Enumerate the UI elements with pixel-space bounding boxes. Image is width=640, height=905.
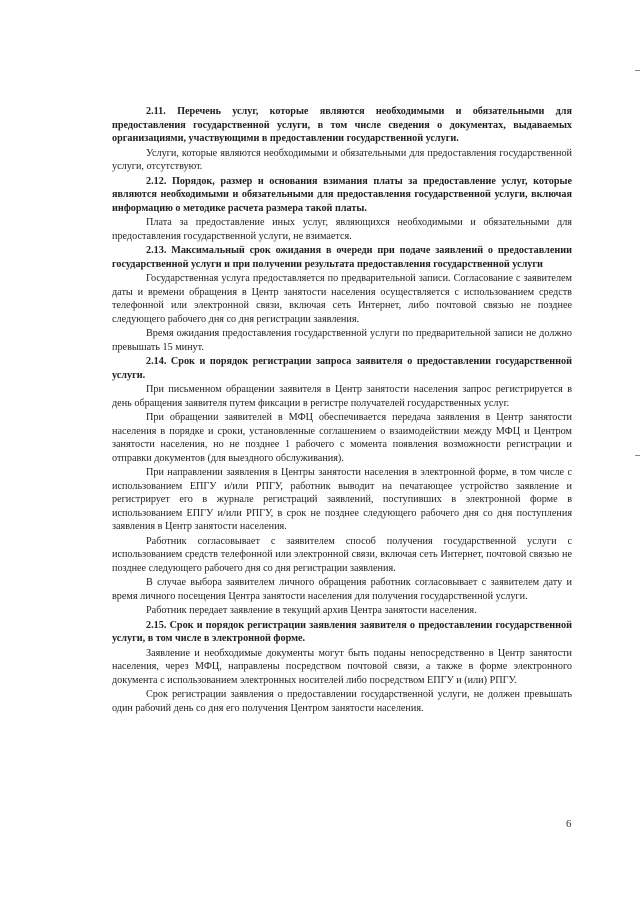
paragraph: Время ожидания предоставления государственной услуги по предварительной записи не должно превышать 15 минут. xyxy=(112,328,572,353)
page-number: 6 xyxy=(566,818,572,830)
section-heading: 2.13. Максимальный срок ожидания в очереди при подаче заявлений о предоставлении государственной услуги и при получении результата предоставления государственной услуги xyxy=(112,245,572,270)
paragraph: Заявление и необходимые документы могут быть поданы непосредственно в Центр занятости населения, через МФЦ, направлены посредством почтовой связи, а также в форме электронного документа с использованием электронных носителей либо посредством ЕПГУ и (или) РПГУ. xyxy=(112,647,572,686)
paragraph: Государственная услуга предоставляется по предварительной записи. Согласование с заявителем даты и времени обращения в Центр занятости населения осуществляется с использованием средств телефонной или электронной связи, включая сеть Интернет, либо почтовой связью не позднее следующего рабочего дня со дня регистрации заявления. xyxy=(112,273,572,325)
section-heading: 2.12. Порядок, размер и основания взимания платы за предоставление услуг, которые являются необходимыми и обязательными для предоставления государственной услуги, включая информацию о методике расчета размера такой платы. xyxy=(112,175,572,214)
paragraph: При письменном обращении заявителя в Центр занятости населения запрос регистрируется в день обращения заявителя путем фиксации в регистре получателей государственных услуг. xyxy=(112,384,572,409)
scan-edge-mark xyxy=(635,70,640,71)
paragraph: При обращении заявителей в МФЦ обеспечивается передача заявления в Центр занятости населения в порядке и сроки, установленные соглашением о взаимодействии между МФЦ и Центром занятости населения, но не позднее 1 рабочего с момента появления возможности регистрации и отправки документов (для выездного обслуживания). xyxy=(112,412,572,464)
section-heading: 2.11. Перечень услуг, которые являются необходимыми и обязательными для предоставления государственной услуги, в том числе сведения о документах, выдаваемых организациями, участвующими в предоставлении государственной услуги. xyxy=(112,106,572,144)
paragraph: При направлении заявления в Центры занятости населения в электронной форме, в том числе с использованием ЕПГУ и/или РПГУ, работник выводит на печатающее устройство заявление и регистрирует его в журнале регистраций заявлений, поступивших в электронной форме в использованием ЕПГУ и/или РПГУ, в срок не позднее следующего рабочего дня со дня поступления заявления в Центр занятости населения. xyxy=(112,467,572,532)
paragraph: Плата за предоставление иных услуг, являющихся необходимыми и обязательными для предоставления государственной услуги, не взимается. xyxy=(112,217,572,242)
document-body xyxy=(112,105,572,715)
scan-edge-mark xyxy=(635,455,640,456)
paragraph: Работник согласовывает с заявителем способ получения государственной услуги с использованием средств телефонной или электронной связи, включая сеть Интернет, почтовой связью не позднее следующего рабочего дня со дня регистрации заявления. xyxy=(112,535,572,574)
paragraph: Срок регистрации заявления о предоставлении государственной услуги, не должен превышать один рабочий день со дня его получения Центром занятости населения. xyxy=(112,689,572,714)
section-heading: 2.14. Срок и порядок регистрации запроса заявителя о предоставлении государственной услуги. xyxy=(112,356,572,381)
paragraph: В случае выбора заявителем личного обращения работник согласовывает с заявителем дату и время личного посещения Центра занятости населения для получения государственной услуги. xyxy=(112,577,572,602)
section-heading: 2.15. Срок и порядок регистрации заявления заявителя о предоставлении государственной услуги, в том числе в электронной форме. xyxy=(112,619,572,644)
paragraph: Услуги, которые являются необходимыми и обязательными для предоставления государственной услуги, отсутствуют. xyxy=(112,147,572,172)
paragraph: Работник передает заявление в текущий архив Центра занятости населения. xyxy=(146,605,477,616)
